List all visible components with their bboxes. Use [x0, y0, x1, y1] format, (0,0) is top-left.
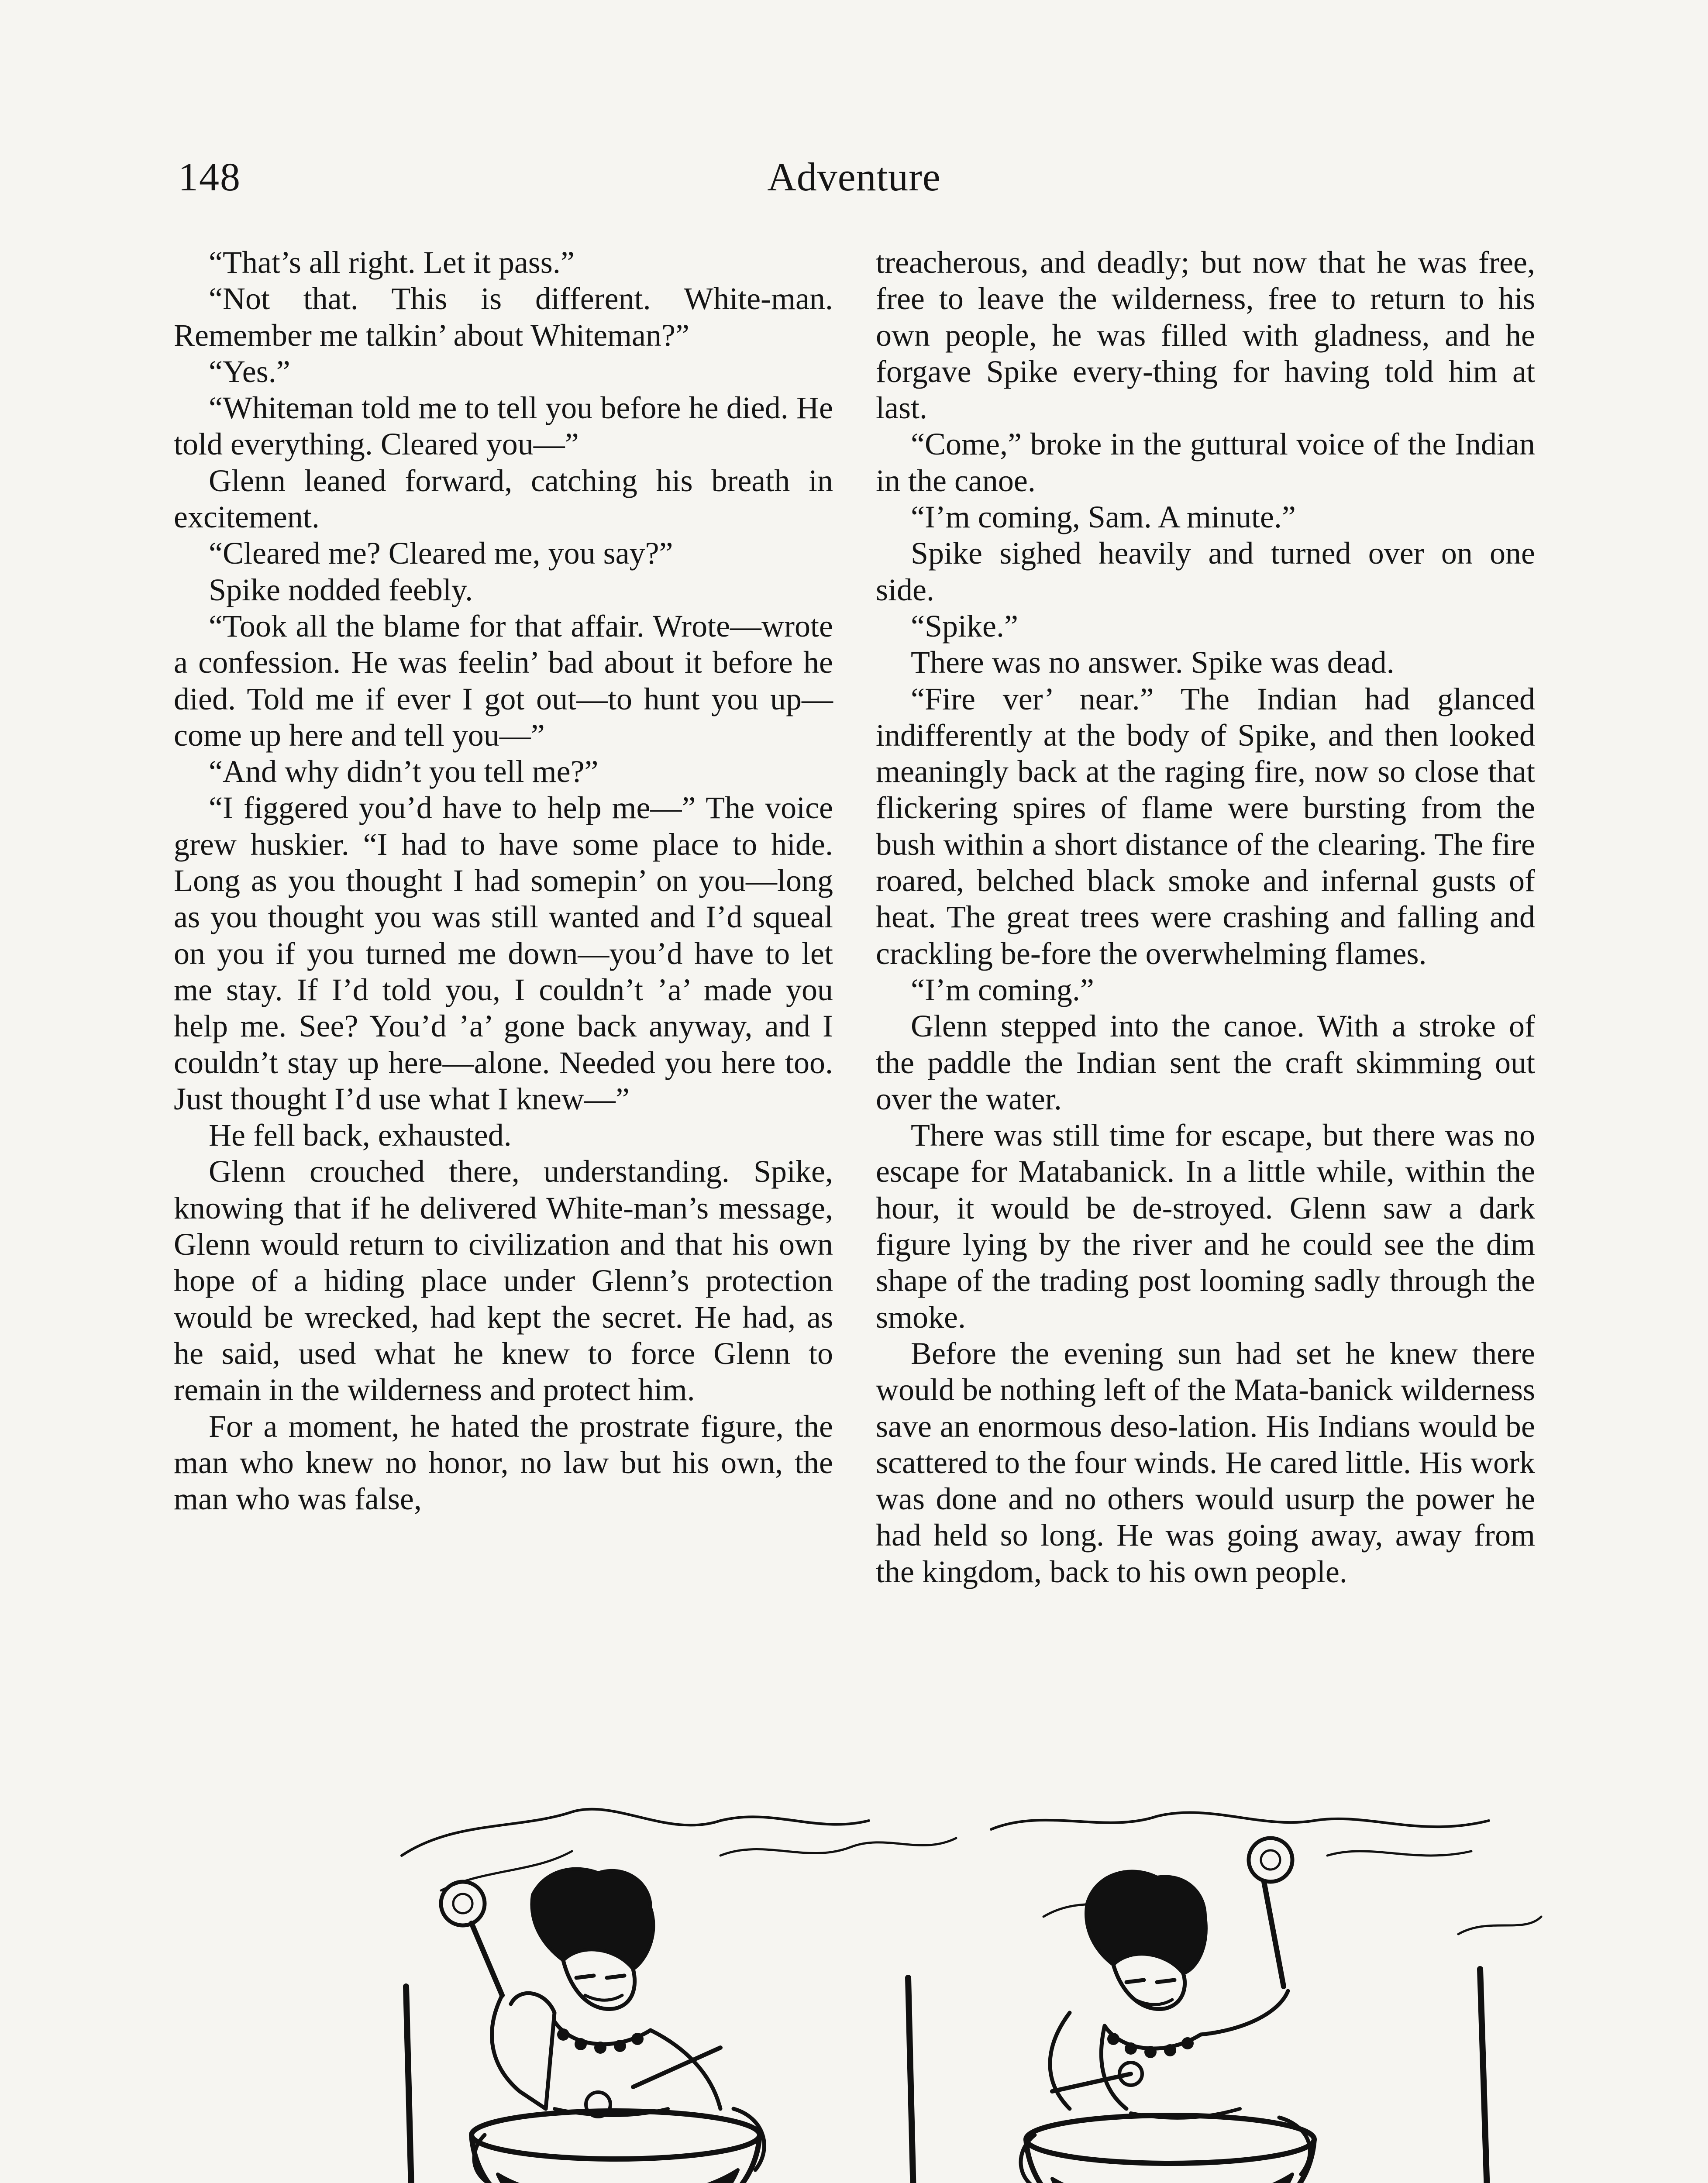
- paragraph: “Yes.”: [209, 354, 290, 389]
- paragraph: There was no answer. Spike was dead.: [911, 645, 1395, 680]
- running-title: Adventure: [767, 155, 941, 199]
- page-header: [0, 151, 1708, 212]
- paragraph: “I’m coming, Sam. A minute.”: [911, 499, 1296, 535]
- paragraph: “Cleared me? Cleared me, you say?”: [209, 536, 673, 571]
- paragraph: For a moment, he hated the prostrate figure, the man who knew no honor, no law but his own, the man who was false,: [174, 1408, 833, 1517]
- paragraph: “That’s all right. Let it pass.”: [209, 245, 575, 280]
- paragraph: Glenn leaned forward, catching his breath in excitement.: [174, 463, 833, 535]
- paragraph: “I figgered you’d have to help me—” The voice grew huskier. “I had to have some place to hide. Long as you thought I had somepin’ on you—long as you thought you was still wanted and I’d squeal on you if you turned me down—you’d have to let me stay. If I’d told you, I couldn’t ’a’ made you help me. See? You’d ’a’ gone back anyway, and I couldn’t stay up here—alone. Needed you here too. Just thought I’d use what I knew—”: [174, 790, 833, 1116]
- paragraph: “Spike.”: [911, 608, 1018, 644]
- paragraph: “And why didn’t you tell me?”: [209, 754, 599, 789]
- text-column-left: [174, 244, 833, 1517]
- paragraph: There was still time for escape, but there was no escape for Matabanick. In a little while, within the hour, it would be de-stroyed. Glenn saw a dark figure lying by the river and he could see the dim shape of the trading post looming sadly through the smoke.: [876, 1118, 1535, 1335]
- drummers-illustration: [389, 1803, 1567, 2183]
- paragraph: “Took all the blame for that affair. Wrote—wrote a confession. He was feelin’ bad about it before he died. Told me if ever I got out—to hunt you up—come up here and tell you—”: [174, 608, 833, 753]
- paragraph: He fell back, exhausted.: [209, 1118, 512, 1153]
- paragraph: “I’m coming.”: [911, 972, 1094, 1007]
- paragraph: Spike sighed heavily and turned over on one side.: [876, 536, 1535, 607]
- paragraph: “Come,” broke in the guttural voice of the Indian in the canoe.: [876, 427, 1535, 498]
- text-column-right: [876, 244, 1535, 1590]
- paragraph: Glenn crouched there, understanding. Spike, knowing that if he delivered White-man’s message, Glenn would return to civilization and that his own hope of a hiding place under Glenn’s protection would be wrecked, had kept the secret. He had, as he said, used what he knew to force Glenn to remain in the wilderness and protect him.: [174, 1154, 833, 1408]
- page-number: 148: [178, 155, 241, 199]
- paragraph: “Whiteman told me to tell you before he died. He told everything. Cleared you—”: [174, 390, 833, 462]
- paragraph: “Fire ver’ near.” The Indian had glanced indifferently at the body of Spike, and then looked meaningly back at the raging fire, now so close that flickering spires of flame were bursting from the bush within a short distance of the clearing. The fire roared, belched black smoke and infernal gusts of heat. The great trees were crashing and falling and crackling be-fore the overwhelming flames.: [876, 681, 1535, 971]
- paragraph: Before the evening sun had set he knew there would be nothing left of the Mata-banick wilderness save an enormous deso-lation. His Indians would be scattered to the four winds. He cared little. His work was done and no others would usurp the power he had held so long. He was going away, away from the kingdom, back to his own people.: [876, 1336, 1535, 1589]
- paragraph: Glenn stepped into the canoe. With a stroke of the paddle the Indian sent the craft skimming out over the water.: [876, 1009, 1535, 1116]
- paragraph-continued: treacherous, and deadly; but now that he was free, free to leave the wilderness, free to return to his own people, he was filled with gladness, and he forgave Spike every-thing for having told him at last.: [876, 245, 1535, 426]
- paragraph: “Not that. This is different. White-man. Remember me talkin’ about Whiteman?”: [174, 281, 833, 353]
- paragraph: Spike nodded feebly.: [209, 572, 473, 607]
